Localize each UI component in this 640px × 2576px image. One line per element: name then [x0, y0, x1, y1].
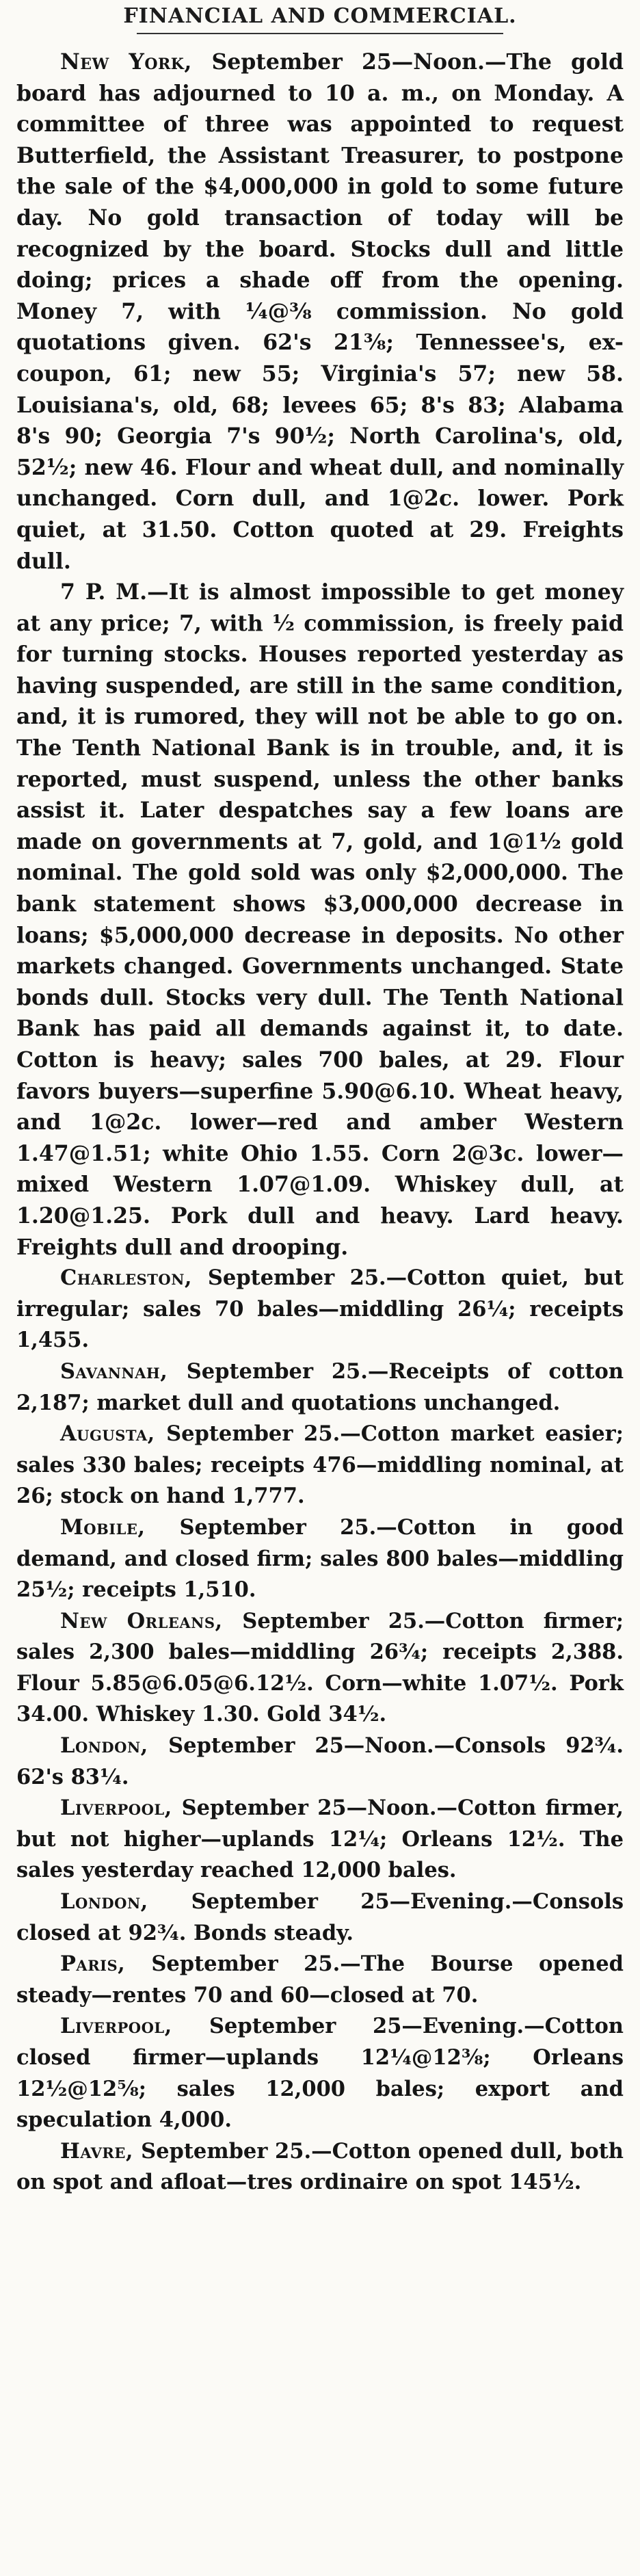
- dateline: Charleston,: [60, 1265, 208, 1291]
- report-text: September 25.—Cotton opened dull, both on spot and afloat—tres ordinaire on spot 145½.: [16, 2138, 624, 2195]
- report-text: September 25.—The Bourse opened steady—rentes 70 and 60—closed at 70.: [16, 1951, 624, 2008]
- report-text: September 25.—Cotton quiet, but irregular; sales 70 bales—middling 26¼; receipts 1,455.: [16, 1265, 624, 1353]
- report-new-york-noon: [16, 47, 624, 577]
- report-text: September 25—Evening.—Cotton closed firmer—uplands 12¼@12⅜; Orleans 12½@12⅝; sales 12,000 bales; export and speculation 4,000.: [16, 2014, 624, 2133]
- dateline: New York,: [60, 49, 212, 75]
- heading-rule: [137, 33, 503, 34]
- dateline: London,: [60, 1889, 191, 1915]
- dateline: Liverpool,: [60, 1796, 182, 1821]
- dateline: Augusta,: [60, 1421, 167, 1447]
- report-new-orleans: [16, 1606, 624, 1731]
- section-heading: FINANCIAL AND COMMERCIAL.: [123, 4, 517, 28]
- report-liverpool-noon: [16, 1793, 624, 1887]
- report-text: September 25—Noon.—Cotton firmer, but not higher—uplands 12¼; Orleans 12½. The sales yesterday reached 12,000 bales.: [16, 1796, 624, 1883]
- report-charleston: [16, 1263, 624, 1356]
- report-savannah: [16, 1356, 624, 1419]
- dateline: Paris,: [60, 1951, 152, 1977]
- dateline: Liverpool,: [60, 2014, 209, 2039]
- dateline: New Orleans,: [60, 1608, 243, 1633]
- report-text: September 25.—Cotton firmer; sales 2,300 bales—middling 26¾; receipts 2,388. Flour 5.85@6.05@6.12½. Corn—white 1.07½. Pork 34.00. Whiskey 1.30. Gold 34½.: [16, 1608, 624, 1727]
- report-london-evening: [16, 1887, 624, 1949]
- dateline: Savannah,: [60, 1358, 187, 1384]
- report-text: September 25.—Cotton in good demand, and closed firm; sales 800 bales—middling 25½; receipts 1,510.: [16, 1514, 624, 1603]
- report-text: September 25.—Cotton market easier; sales 330 bales; receipts 476—middling nominal, at 26; stock on hand 1,777.: [16, 1421, 624, 1509]
- report-liverpool-evening: [16, 2011, 624, 2135]
- report-mobile: [16, 1512, 624, 1606]
- dateline: London,: [60, 1733, 169, 1759]
- report-text: 7 P. M.—It is almost impossible to get money at any price; 7, with ½ commission, is freely paid for turning stocks. Houses reported yesterday as having suspended, are still in the same condition, and, it is rumored, they will not be able to go on. The Tenth National Bank is in trouble, and, it is reported, must suspend, unless the other banks assist it. Later despatches say a few loans are made on governments at 7, gold, and 1@1½ gold nominal. The gold sold was only $2,000,000. The bank statement shows $3,000,000 decrease in loans; $5,000,000 decrease in deposits. No other markets changed. Governments unchanged. State bonds dull. Stocks very dull. The Tenth National Bank has paid all demands against it, to date. Cotton is heavy; sales 700 bales, at 29. Flour favors buyers—superfine 5.90@6.10. Wheat heavy, and 1@2c. lower—red and amber Western 1.47@1.51; white Ohio 1.55. Corn 2@3c. lower—mixed Western 1.07@1.09. Whiskey dull, at 1.20@1.25. Pork dull and heavy. Lard heavy. Freights dull and drooping.: [16, 579, 624, 1260]
- report-london-noon: [16, 1731, 624, 1793]
- report-new-york-evening: [16, 577, 624, 1263]
- report-augusta: [16, 1419, 624, 1512]
- report-havre: [16, 2136, 624, 2198]
- report-text: September 25.—Receipts of cotton 2,187; market dull and quotations unchanged.: [16, 1358, 624, 1415]
- dateline: Mobile,: [60, 1514, 180, 1540]
- report-text: September 25—Evening.—Consols closed at 92¾. Bonds steady.: [16, 1889, 624, 1945]
- article-column: [16, 47, 624, 2198]
- dateline: Havre,: [60, 2138, 142, 2164]
- report-paris: [16, 1949, 624, 2011]
- report-text: September 25—Noon.—The gold board has adjourned to 10 a. m., on Monday. A committee of three was appointed to request Butterfield, the Assistant Treasurer, to postpone the sale of the $4,000,000 in gold to some future day. No gold transaction of today will be recognized by the board. Stocks dull and little doing; prices a shade off from the opening. Money 7, with ¼@⅜ commission. No gold quotations given. 62's 21⅜; Tennessee's, ex-coupon, 61; new 55; Virginia's 57; new 58. Louisiana's, old, 68; levees 65; 8's 83; Alabama 8's 90; Georgia 7's 90½; North Carolina's, old, 52½; new 46. Flour and wheat dull, and nominally unchanged. Corn dull, and 1@2c. lower. Pork quiet, at 31.50. Cotton quoted at 29. Freights dull.: [16, 49, 624, 574]
- report-text: September 25—Noon.—Consols 92¾. 62's 83¼.: [16, 1733, 624, 1789]
